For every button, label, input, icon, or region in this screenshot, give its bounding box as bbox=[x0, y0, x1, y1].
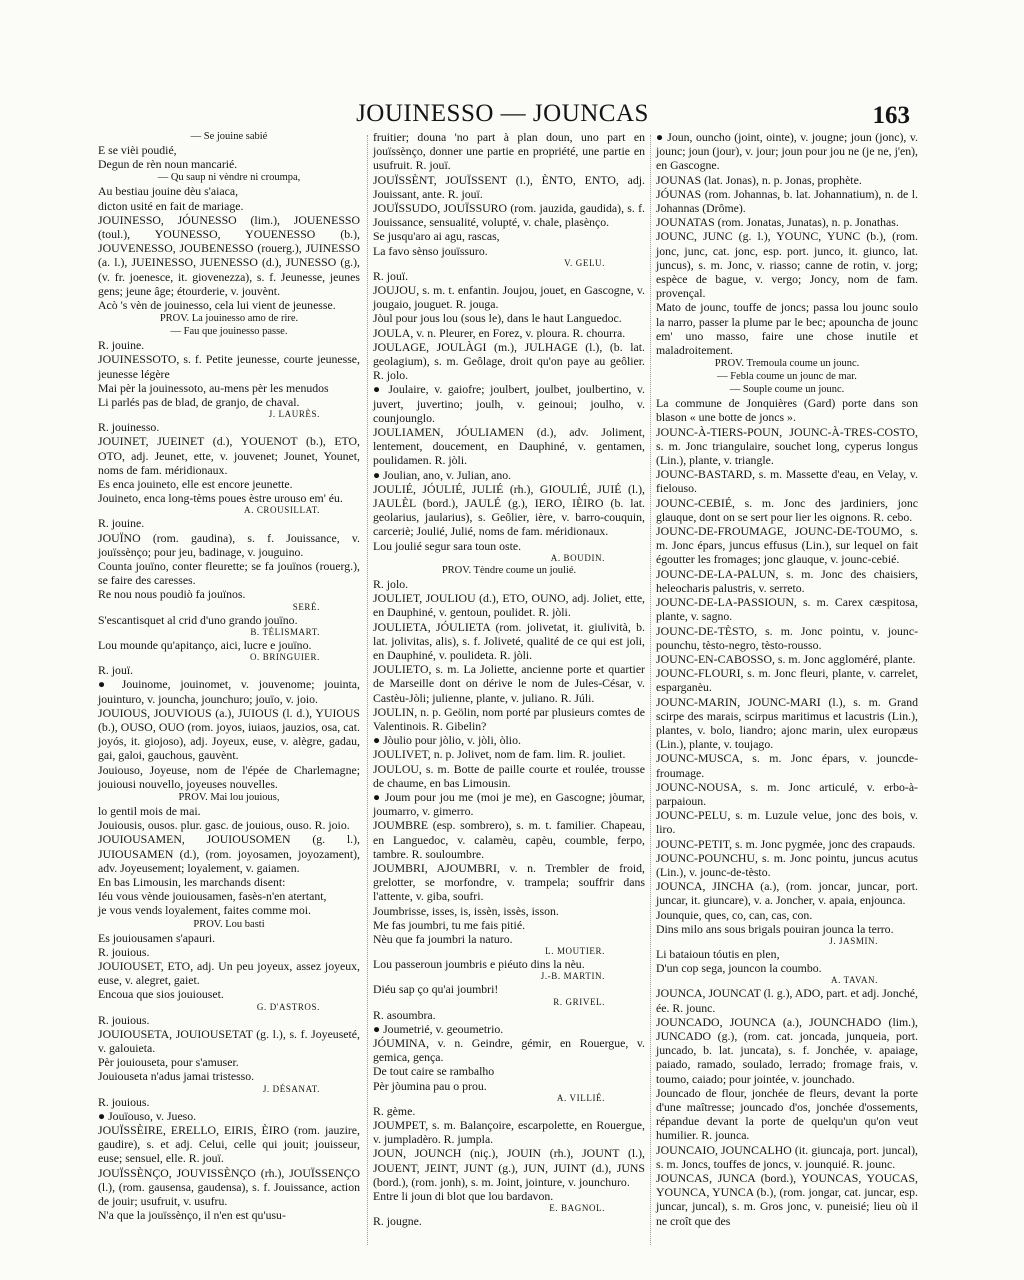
column-divider bbox=[650, 135, 652, 1245]
text-line: JOUIOUSAMEN, JOUIOUSOMEN (g. l.), JUIOUSAMEN (d.), (rom. joyosamen, joyozament), adv. Joyeusement; loyalement, v. gaiamen. bbox=[98, 832, 360, 875]
text-line: O. BRINGUIER. bbox=[249, 652, 320, 663]
text-line: JÓUMINA, v. n. Geindre, gémir, en Rouergue, v. gemica, gença. bbox=[373, 1035, 645, 1065]
text-line: JOUNATAS (rom. Jonatas, Junatas), n. p. Jonathas. bbox=[656, 215, 899, 230]
text-line: JOULAGE, JOULÀGI (m.), JULHAGE (l.), (b. lat. geolagium), s. m. Geôlage, droit qu'on paye au geôlier. R. jolo. bbox=[373, 339, 645, 383]
text-line: Joumbrisse, isses, is, issèn, issès, isson. bbox=[373, 903, 559, 918]
text-line: JOUNCAIO, JOUNCALHO (it. giuncaja, port. juncal), s. m. Joncs, touffes de joncs, v. jounquié. R. jounc. bbox=[656, 1142, 918, 1171]
text-line: lo gentil mois de mai. bbox=[98, 803, 201, 818]
text-line: Jouineto, enca long-tèms poues èstre urouso em' éu. bbox=[98, 491, 343, 506]
text-line: Encoua que sios jouiouset. bbox=[98, 987, 224, 1002]
text-line: Jòul pour jous lou (sous le), dans le haut Languedoc. bbox=[373, 311, 622, 326]
text-line: J. LAURÈS. bbox=[268, 409, 320, 420]
running-title: JOUINESSO — JOUNCAS bbox=[356, 100, 649, 127]
text-line: R. asoumbra. bbox=[373, 1007, 436, 1022]
text-line: Lou passeroun joumbris e piéuto dins la nèu. bbox=[373, 957, 585, 972]
text-line: E. BAGNOL. bbox=[549, 1203, 605, 1214]
text-line: dicton usité en fait de mariage. bbox=[98, 198, 244, 213]
text-line: Entre li joun di blot que lou bardavon. bbox=[373, 1189, 554, 1204]
text-line: JOUNC-À-TIERS-POUN, JOUNC-À-TRES-COSTO, s. m. Jonc triangulaire, souchet long, cyperus longus (Lin.), plante, v. triangle. bbox=[656, 424, 918, 468]
text-line: JOUIOUSET, ETO, adj. Un peu joyeux, assez joyeux, euse, v. alegret, gaiet. bbox=[98, 958, 360, 988]
text-line: JOUIOUS, JOUVIOUS (a.), JUIOUS (l. d.), YUIOUS (b.), OUSO, OUO (rom. joyos, iuiaos, jauzios, osa, cat. joyós, it. giojoso), adj. Joyeux, euse, v. alègre, gadau, gai, galoi, gauchous, gauvènt. bbox=[98, 705, 360, 763]
text-line: Es enca jouineto, elle est encore jeunette. bbox=[98, 477, 293, 492]
text-line: R. jouine. bbox=[98, 338, 145, 353]
text-line: JOULIET, JOULIOU (d.), ETO, OUNO, adj. Joliet, ette, en Dauphiné, v. gentoun, poulidet. R. jòli. bbox=[373, 591, 645, 620]
text-line: De tout caire se rambalho bbox=[373, 1064, 495, 1079]
text-line: V. GELU. bbox=[564, 257, 605, 268]
text-line: Mai pèr la jouinessoto, au-mens pèr les menudos bbox=[98, 380, 329, 395]
text-line: Me fas joumbri, tu me fais pitié. bbox=[373, 917, 526, 932]
text-line: R. jouï. bbox=[98, 663, 134, 678]
text-line: JOUNC-PETIT, s. m. Jonc pygmée, jonc des crapauds. bbox=[656, 836, 916, 851]
text-line: Se jusqu'aro ai agu, rascas, bbox=[373, 229, 500, 244]
text-line: JOUNC-MARIN, JOUNC-MARI (l.), s. m. Grand scirpe des marais, scirpus maritimus et lacustris (Lin.), plantes, v. bolo, liandro; ajonc marin, ulex europæus (Lin.), plante, v. toujago. bbox=[656, 694, 918, 752]
text-line: A. VILLIÉ. bbox=[556, 1092, 605, 1103]
text-line: fruitier; douna 'no part à plan doun, uno part en jouïssènço, donner une partie en propriété, une partie en usufruit. R. jouï. bbox=[373, 130, 645, 173]
text-line: JOUINESSO, JÓUNESSO (lim.), JOUENESSO (toul.), YOUNESSO, YOUENESSO (b.), JOUVENESSO, JOUBENESSO (rouerg.), JUINESSO (a. l.), JUEINESSO, JUENESSO (d.), JUNESSO (g.), (v. fr. joenesce, it. giovenezza), s. f. Jeunesse, jeunes gens; jeune âge; étourderie, v. jouvènt. bbox=[98, 212, 360, 298]
text-line: JOUNC-BASTARD, s. m. Massette d'eau, en Velay, v. fielouso. bbox=[656, 467, 918, 496]
text-line: R. jouious. bbox=[98, 1094, 150, 1109]
text-line: La commune de Jonquières (Gard) porte dans son blason « une botte de joncs ». bbox=[656, 396, 918, 425]
text-column-left bbox=[98, 130, 360, 1222]
text-line: JOUMPET, s. m. Balançoire, escarpolette, en Rouergue, v. jumpladèro. R. jumpla. bbox=[373, 1118, 645, 1147]
text-line: JOUNC-DE-TÈSTO, s. m. Jonc pointu, v. jounc-pounchu, tèsto-negro, tèsto-rousso. bbox=[656, 623, 918, 652]
text-line: ● Joum pour jou me (moi je me), en Gascogne; jòumar, joumarro, v. gimerro. bbox=[373, 789, 645, 819]
text-line: JOUNCA, JOUNCAT (l. g.), ADO, part. et adj. Jonché, ée. R. jounc. bbox=[656, 986, 918, 1015]
text-line: ● Jòulio pour jòlio, v. jòli, òlio. bbox=[373, 733, 521, 748]
text-line: En bas Limousin, les marchands disent: bbox=[98, 874, 286, 889]
text-line: G. D'ASTROS. bbox=[256, 1001, 320, 1012]
text-line: JOUJOU, s. m. t. enfantin. Joujou, jouet, en Gascogne, v. jougaio, jouguet. R. jouga. bbox=[373, 283, 645, 312]
text-line: S'escantisquet al crid d'uno grando jouïno. bbox=[98, 612, 298, 627]
text-line: je vous vends loyalement, faites comme moi. bbox=[98, 903, 311, 918]
text-line: JOUINET, JUEINET (d.), YOUENOT (b.), ETO, OTO, adj. Jeunet, ette, v. jouvenet; Jounet, Younet, noms de fam. méridionaux. bbox=[98, 434, 360, 477]
text-line: JOUÏSSÈIRE, ERELLO, EIRIS, ÈIRO (rom. jauzire, gaudire), s. et adj. Celui, celle qui jouit; jouisseur, euse; sensuel, elle. R. jouï. bbox=[98, 1122, 360, 1166]
text-line: JOUNAS (lat. Jonas), n. p. Jonas, prophète. bbox=[656, 172, 862, 187]
text-line: R. gème. bbox=[373, 1103, 416, 1118]
text-line: — Se jouine sabié bbox=[190, 131, 268, 142]
text-line: JOUN, JOUNCH (niç.), JOUIN (rh.), JOUNT (l.), JOUENT, JEINT, JUNT (g.), JUN, JUINT (d.), JUNS (bord.), (rom. jonh), s. m. Joint, jointure, v. jounchuro. bbox=[373, 1146, 645, 1189]
text-line: L. MOUTIER. bbox=[545, 946, 605, 957]
text-line: JOUNCADO, JOUNCA (a.), JOUNCHADO (lim.), JUNCADO (g.), (rom. cat. joncada, junqueia, port. juncado, b. lat. juncata), s. f. Jonchée, v. apaiage, paiado, ramado, soulado, lerrado; fromage frais, v. toumo, caiado; pour jointée, v. jounchado. bbox=[656, 1014, 918, 1086]
text-line: JOUNC-EN-CABOSSO, s. m. Jonc aggloméré, plante. bbox=[656, 651, 916, 666]
text-line: Jouiouseta n'adus jamai tristesso. bbox=[98, 1069, 255, 1084]
text-line: Au bestiau jouine dèu s'aiaca, bbox=[98, 184, 239, 199]
text-line: JOUIOUSETA, JOUIOUSETAT (g. l.), s. f. Joyeuseté, v. galouieta. bbox=[98, 1026, 360, 1055]
text-line: JOUNC-DE-LA-PASSIOUN, s. m. Carex cæspitosa, plante, v. sagno. bbox=[656, 595, 918, 624]
text-line: J.-B. MARTIN. bbox=[540, 971, 605, 982]
text-line: R. jouine. bbox=[98, 516, 145, 531]
text-line: Dins milo ans sous brigals pouiran jounca la terro. bbox=[656, 921, 894, 936]
text-line: A. CROUSILLAT. bbox=[244, 505, 320, 516]
text-line: La favo sènso jouïssuro. bbox=[373, 243, 488, 258]
text-line: D'un cop sega, jouncon la coumbo. bbox=[656, 961, 822, 976]
text-line: Jouiouso, Joyeuse, nom de l'épée de Charlemagne; jouiousi nouvello, joyeuses nouvelles. bbox=[98, 762, 360, 791]
text-line: JOUNC, JUNC (g. l.), YOUNC, YUNC (b.), (rom. jonc, junc, cat. jonc, esp. port. junco, it. giunco, lat. juncus), s. m. Jonc, v. riasso; canne de rotin, v. jorg; espèce de bague, v. vergo; Joncy, nom de fam. provençal. bbox=[656, 229, 918, 301]
text-line: JOULIÉ, JÓULIÉ, JULIÉ (rh.), GIOULIÉ, JUIÉ (l.), JAULÈL (bord.), JAULÉ (g.), IERO, IÈIRO (b. lat. geolarius, jaularius), s. Geôlier, ière, v. barro-couquin, carceriè; Joulié, Julié, noms de fam. méridionaux. bbox=[373, 481, 645, 539]
text-line: Pèr jouiouseta, pour s'amuser. bbox=[98, 1055, 239, 1070]
text-line: A. TAVAN. bbox=[831, 975, 878, 986]
text-line: JOUNC-PELU, s. m. Luzule velue, jonc des bois, v. liro. bbox=[656, 808, 918, 837]
text-line: JOUNC-FLOURI, s. m. Jonc fleuri, plante, v. carrelet, esparganèu. bbox=[656, 666, 918, 695]
text-line: Es jouiousamen s'apauri. bbox=[98, 930, 216, 945]
text-line: Iéu vous vènde jouiousamen, fasès-n'en atertant, bbox=[98, 889, 327, 904]
text-line: Li parlés pas de blad, de granjo, de chaval. bbox=[98, 395, 300, 410]
column-divider bbox=[367, 135, 369, 1245]
text-line: JOUNC-POUNCHU, s. m. Jonc pointu, juncus acutus (Lin.), v. jounc-de-tèsto. bbox=[656, 850, 918, 879]
text-line: R. jouï. bbox=[373, 268, 409, 283]
text-line: A. BOUDIN. bbox=[550, 552, 605, 563]
text-line: ● Joulaire, v. gaiofre; joulbert, joulbet, joulbertino, v. juvert, juvertino; joulh, v. geinoui; joulho, v. counjounglo. bbox=[373, 382, 645, 425]
text-line: JOUNC-CEBIÉ, s. m. Jonc des jardiniers, jonc glauque, dont on se sert pour lier les oignons. R. cebo. bbox=[656, 495, 918, 524]
text-line: JOUNC-DE-LA-PALUN, s. m. Jonc des chaisiers, heleocharis palustris, v. serreto. bbox=[656, 566, 918, 595]
text-line: ● Joun, ouncho (joint, ointe), v. jougne; joun (jonc), v. jounc; joun (jour), v. jour; joun pour jou ne (je ne, j'en), en Gascogne. bbox=[656, 130, 918, 173]
text-line: JOULIAMEN, JÓULIAMEN (d.), adv. Joliment, lentement, doucement, en Dauphiné, v. gentamen, poulidamen. R. jòli. bbox=[373, 425, 645, 468]
text-line: PROV. Mai lou jouious, bbox=[178, 791, 280, 803]
text-line: ● Jouinome, jouinomet, v. jouvenome; jouinta, jouinturo, v. jouncha, jounchuro; jouïo, v. joio. bbox=[98, 677, 360, 706]
text-line: ● Jouïouso, v. Jueso. bbox=[98, 1108, 197, 1123]
text-line: R. jouious. bbox=[98, 1012, 150, 1027]
text-line: Diéu sap ço qu'ai joumbri! bbox=[373, 982, 499, 997]
text-line: N'a que la jouïssènço, il n'en est qu'usu- bbox=[98, 1208, 286, 1223]
text-line: JOULIETA, JÓULIETA (rom. jolivetat, it. giulività, b. lat. jolivitas, alis), s. f. Joliveté, qualité de ce qui est joli, en Dauphiné, v. poulideta. R. jòli. bbox=[373, 619, 645, 662]
text-line: Jouncado de flour, jonchée de fleurs, devant la porte d'une maîtresse; jouncado d'os, jonchée d'ossements, répandue devant la porte de quelqu'un qu'on veut humilier. R. jounca. bbox=[656, 1085, 918, 1143]
text-line: — Qu saup ni vèndre ni croumpa, bbox=[157, 172, 301, 184]
text-line: JOUNCA, JINCHA (a.), (rom. joncar, juncar, port. juncar, it. giuncare), v. a. Joncher, v. apaia, enjounca. bbox=[656, 879, 918, 908]
text-line: Mato de jounc, touffe de joncs; passa lou jounc soulo la narro, passer la plume par le bec; apouncha de jounc em' uno masso, faire une chose inutile et maladroitement. bbox=[656, 300, 918, 358]
text-line: — Fau que jouinesso passe. bbox=[170, 326, 288, 338]
text-line: Counta jouïno, conter fleurette; se fa jouïnos (rouerg.), se faire des caresses. bbox=[98, 559, 360, 588]
text-line: JOULOU, s. m. Botte de paille courte et roulée, trousse de chaume, en bas Limousin. bbox=[373, 761, 645, 790]
text-line: PROV. Tèndre coume un joulié. bbox=[441, 564, 577, 576]
text-line: JOUMBRE (esp. sombrero), s. m. t. familier. Chapeau, en Languedoc, v. calamèu, capèu, coumble, ferpo, tambre. R. souloumbre. bbox=[373, 818, 645, 861]
text-line: JOULIVET, n. p. Jolivet, nom de fam. lim. R. jouliet. bbox=[373, 747, 626, 762]
text-line: Li bataioun tóutis en plen, bbox=[656, 946, 780, 961]
text-column-middle bbox=[373, 130, 645, 1228]
text-line: E se vièi poudié, bbox=[98, 143, 177, 157]
text-line: JOUINESSOTO, s. f. Petite jeunesse, courte jeunesse, jeunesse légère bbox=[98, 352, 360, 381]
page-number: 163 bbox=[872, 102, 910, 129]
text-line: J. JASMIN. bbox=[829, 935, 878, 946]
text-line: JOUÏNO (rom. gaudina), s. f. Jouissance, v. jouïssènço; pour jeu, badinage, v. jouguino. bbox=[98, 530, 360, 559]
text-line: R. GRIVEL. bbox=[553, 996, 605, 1007]
text-line: Degun de rèn noun mancarié. bbox=[98, 157, 238, 172]
text-line: PROV. Lou basti bbox=[193, 918, 265, 930]
text-line: JOULA, v. n. Pleurer, en Forez, v. ploura. R. chourra. bbox=[373, 325, 626, 340]
text-line: JOUNC-MUSCA, s. m. Jonc épars, v. jouncde-froumage. bbox=[656, 751, 918, 780]
text-line: — Febla coume un jounc de mar. bbox=[717, 371, 857, 383]
text-line: SERÉ. bbox=[292, 601, 320, 612]
text-line: JOUÏSSUDO, JOUÏSSURO (rom. jauzida, gaudida), s. f. Jouissance, sensualité, volupté, v. chale, plasènço. bbox=[373, 201, 645, 230]
text-line: JOUÏSSÈNÇO, JOUVISSÈNÇO (rh.), JOUÏSSENÇO (l.), (rom. gausensa, gaudensa), s. f. Jouissance, action de jouir; usufruit, v. usufru. bbox=[98, 1165, 360, 1208]
text-line: Lou mounde qu'apitanço, aici, lucre e jouïno. bbox=[98, 637, 312, 652]
text-line: JOULIETO, s. m. La Joliette, ancienne porte et quartier de Marseille dont on dérive le nom de Jules-César, v. Castèu-Jòli; julienne, plante, v. juliano. R. Júli. bbox=[373, 662, 645, 705]
text-line: PROV. La jouinesso amo de rire. bbox=[159, 313, 299, 325]
text-line: JOUNC-DE-FROUMAGE, JOUNC-DE-TOUMO, s. m. Jonc épars, juncus effusus (Lin.), sur lequel on fait égoutter les fromages; jonc glauque, v. jounc-cebié. bbox=[656, 524, 918, 567]
text-line: J. DÉSANAT. bbox=[262, 1083, 320, 1094]
text-line: JOUNC-NOUSA, s. m. Jonc articulé, v. erbo-à-parpaioun. bbox=[656, 779, 918, 808]
text-line: Lou joulié segur sara toun oste. bbox=[373, 538, 522, 553]
text-line: Pèr jòumina pau o prou. bbox=[373, 1078, 487, 1093]
text-line: JÓUNAS (rom. Johannas, b. lat. Johannatium), n. de l. Johannas (Drôme). bbox=[656, 186, 918, 216]
text-line: Re nou nous poudiò fa jouïnos. bbox=[98, 587, 246, 602]
text-line: ● Joumetrié, v. geoumetrio. bbox=[373, 1021, 504, 1036]
text-line: PROV. Tremoula coume un jounc. bbox=[714, 358, 860, 370]
text-line: JOUÏSSÈNT, JOUÏSSENT (l.), ÈNTO, ENTO, adj. Jouissant, ante. R. jouï. bbox=[373, 172, 645, 201]
text-line: R. jougne. bbox=[373, 1214, 422, 1229]
text-line: R. jouinesso. bbox=[98, 420, 160, 435]
text-line: JOUNCAS, JUNCA (bord.), YOUNCAS, YOUCAS, YOUNCA, YUNCA (b.), (rom. jongar, cat. juncar, esp. juncar, juncal), s. m. Gros jonc, v. puneisié; lieu où il ne croît que des bbox=[656, 1171, 918, 1228]
text-line: R. jouious. bbox=[98, 944, 150, 959]
text-line: Nèu que fa joumbri la naturo. bbox=[373, 931, 513, 946]
text-line: JOULIN, n. p. Geölin, nom porté par plusieurs comtes de Valentinois. R. Gibelin? bbox=[373, 704, 645, 733]
text-line: Jounquie, ques, co, can, cas, con. bbox=[656, 907, 813, 922]
page-header bbox=[95, 100, 910, 130]
text-line: — Souple coume un jounc. bbox=[729, 384, 845, 396]
text-line: JOUMBRI, AJOUMBRI, v. n. Trembler de froid, grelotter, se morfondre, v. trampela; souffrir dans l'attente, v. giba, soufri. bbox=[373, 860, 645, 904]
text-line: ● Joulian, ano, v. Julian, ano. bbox=[373, 467, 512, 482]
text-line: Jouiousis, ousos. plur. gasc. de jouious, ouso. R. joio. bbox=[98, 818, 350, 833]
text-line: R. jolo. bbox=[373, 576, 409, 591]
text-line: Acò 's vèn de jouinesso, cela lui vient de jeunesse. bbox=[98, 298, 336, 313]
text-line: B. TÉLISMART. bbox=[250, 626, 320, 637]
text-column-right bbox=[656, 130, 918, 1228]
